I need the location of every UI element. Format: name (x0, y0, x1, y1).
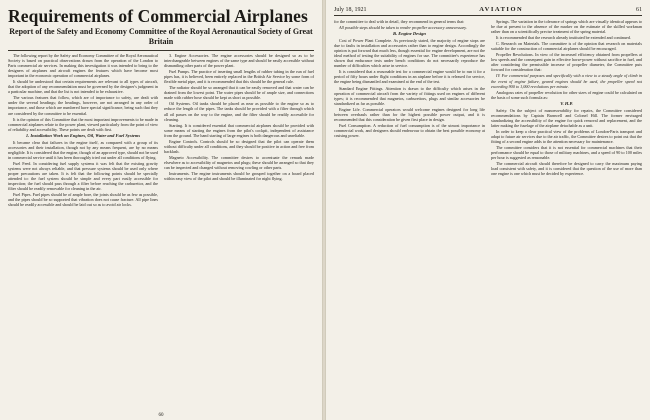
left-page (0, 0, 322, 420)
article-subtitle: Report of the Safety and Economy Committee of the Royal Aeronautical Society of Great Britain (9, 27, 313, 46)
right-column-1 (334, 19, 485, 177)
right-column-2 (491, 19, 642, 177)
page-number: 61 (636, 7, 642, 13)
paragraph: Engine Life. Commercial operators would welcome engines designed for long life between overhauls rather than for the highest possible power output, and it is recommended that this consideration be given first place in design. (334, 106, 485, 122)
magazine-name: AVIATION (479, 6, 524, 13)
paragraph: Fuel Feed. In considering fuel supply systems it was felt that the existing gravity systems were not always reliable, and that pressure systems should be used only where proper precautions are taken. It is felt that the following points should be specially attended to: the fuel system should be simple and every part easily accessible for inspection; the fuel should pass through a filter before reaching the carburettor, and the filter should be readily removable for cleaning in the air. (8, 160, 158, 192)
paragraph: All possible steps should be taken to render propeller accessory unnecessary. (339, 25, 467, 31)
paragraph: The following report by the Safety and Economy Committee of the Royal Aeronautical Society is based on practical observations drawn from the operation of the London to Paris commercial air services. In making this investigation it was intended to bring to the designers of airplanes and aircraft engines the features which have become most important in the economic operation of commercial airplanes. (8, 53, 158, 79)
paragraph: The committee considers that it is not essential for commercial machines that their performance should be equal to those of military machines, and a speed of 90 to 100 miles per hour is suggested as reasonable. (491, 145, 642, 161)
paragraph: for the committee to deal with in detail, they recommend in general terms that: (334, 19, 465, 24)
paragraph: Engine Controls. Controls should be so designed that the pilot can operate them without difficulty under all conditions, and they should be positive in action and free from backlash. (164, 138, 314, 154)
issue-date: July 18, 1921 (334, 7, 367, 13)
paragraph: Fuel Pipes. Fuel pipes should be of ample bore, the joints should be as few as possible, and the pipes should be so supported that vibration does not cause fracture. All pipe lines should be readily accessible and should be laid out so as to avoid air locks. (8, 192, 158, 208)
left-column-1 (8, 53, 158, 208)
running-head (334, 6, 642, 16)
paragraph: Standard Engine Fittings. Attention is drawn to the difficulty which arises in the operation of commercial aircraft from the variety of fittings used on engines of different types; it is recommended that magnetos, carburettors, plugs and similar accessories be standardized as far as possible. (334, 85, 485, 106)
paragraph: It is the opinion of this Committee that the most important improvements to be made in commercial airplanes relate to the power plant, viewed particularly from the point of view of reliability and accessibility. These points are dealt with first. (8, 116, 158, 132)
paragraph: 3. Engine Accessories. The engine accessories should be designed so as to be interchangeable between engines of the same type and should be easily accessible without dismantling other parts of the power plant. (164, 53, 314, 69)
paragraph: It should be understood that certain requirements are relevant to all types of aircraft, that the adoption of any recommendation must be governed by the designer's judgment in a particular machine, and that the list is not intended to be exhaustive. (8, 79, 158, 95)
left-columns (8, 53, 314, 208)
paragraph: Starting. It is considered essential that commercial airplanes should be provided with some means of starting the engines from the pilot's cockpit, independent of assistance from the ground. The hand starting of large engines is both dangerous and unreliable. (164, 122, 314, 138)
paragraph: Safety. On the subject of manoeuvrability for repairs, the Committee considered recommendations by Captain Barnwell and Colonel Hill. The former envisaged standardizing the accessibility of the engine for quick removal and replacement, and the latter making the fuselage of the airplane detachable as a unit. (491, 107, 642, 128)
paragraph: Instruments. The engine instruments should be grouped together on a board placed within easy view of the pilot and should be illuminated for night flying. (164, 171, 314, 182)
left-column-2 (164, 53, 314, 208)
paragraph: C. Research on Materials. The committee is of the opinion that research on materials suitable for the construction of commercial airplanes should be encouraged. (491, 41, 642, 52)
section-heading: B. Engine Design (393, 31, 426, 37)
paragraph: It is considered that a reasonable test for a commercial engine would be to run it for a period of fifty hours under flight conditions in an airplane before it is released for service, the engine being dismantled and examined at the end of the test. (334, 69, 485, 85)
paragraph: It became clear that failures in the engine itself, as compared with a group of its accessories and their installation, though not by any means frequent, are by no means negligible. It is considered that the engine, though of an approved type, should not be used in commercial service until it has been thoroughly tried out under all conditions of flying. (8, 139, 158, 160)
paragraph: In order to keep a clear practical view of the problems of London-Paris transport and adapt to future air services due to the air traffic, the Committee desires to point out that the fitting of a second engine adds to the attention necessary for maintenance. (491, 128, 642, 144)
paragraph: It is recommended that the research already instituted be extended and continued. (496, 35, 631, 41)
paragraph: The radiator should be so arranged that it can be easily removed and that water can be drained from the lowest point. The water pipes should be of ample size, and connections made with rubber hose should be kept as short as possible. (164, 85, 314, 101)
paragraph: The commercial aircraft should therefore be designed to carry the maximum paying load consistent with safety, and it is considered that the question of the use of more than one engine is one which must be decided by experience. (491, 161, 642, 177)
right-columns (334, 19, 642, 177)
paragraph: Cost of Power Plant Complete. As previously stated, the majority of engine stops are due to faults in installation and accessories rather than to engine design. Accordingly the opinion is put forward that much less, though essential for engine development, are not the ideal method of testing the suitability of engines for use. The committee's experience has shown that endurance tests under bench conditions do not necessarily reproduce the number of difficulties which arise in service. (334, 38, 485, 69)
article-title: Requirements of Commercial Airplanes (8, 6, 308, 26)
paragraph: Analogous rates of propeller revolution for other sizes of engine could be calculated on the basis of some such formula as: (491, 89, 642, 100)
right-page (326, 0, 650, 420)
paragraph: Oil Systems. Oil tanks should be placed as near as possible to the engine so as to reduce the length of the pipes. The tanks should be provided with a filter through which all oil passes on the way to the engine, and the filter should be readily accessible for cleaning. (164, 101, 314, 122)
title-rule (8, 50, 314, 51)
paragraph: Fuel Pumps. The practice of inserting small lengths of rubber tubing in the run of fuel pipes has, it is believed, been entirely replaced in the British Air Service by some form of flexible metal pipe, and it is recommended that this should be the general rule. (164, 69, 314, 85)
paragraph: IV. For commercial purposes and specifically with a view to a steady angle of climb in the event of engine failure, geared engines should be used, the propeller speed not exceeding 900 to 1,000 revolutions per minute. (491, 73, 642, 89)
paragraph: Propeller Revolutions. In view of the increased efficiency obtained from propellers at low speeds and the consequent gain in effective horse-power without sacrifice in fuel, and after considering the permissible increase of propeller diameter, the Committee puts forward for consideration that: (491, 52, 642, 73)
paragraph: Springs. The variation in the tolerance of springs which are visually identical appears to be due at present to the absence of the marker on the estimate of the skilled workman rather than on a scientifically precise treatment of the spring material. (491, 19, 642, 35)
paragraph: Fuel Consumption. A reduction of fuel consumption is of the utmost importance in commercial work, and designers should endeavour to obtain the best possible economy at cruising power. (334, 122, 485, 138)
page-number: 60 (158, 413, 164, 418)
paragraph: Magneto Accessibility. The committee desires to accentuate the remark made elsewhere as to accessibility of magnetos and plugs; these should be arranged so that they can be inspected and changed without removing cowling or other parts. (164, 154, 314, 170)
paragraph: The various features that follow, which are of importance to safety, are dealt with under the several headings; the headings, however, are not arranged in any order of importance, and those which are numbered have special significance, being such that they are considered by the committee to be essential. (8, 95, 158, 116)
section-heading: 1. Installation Work on Engines, Oil, Water and Fuel Systems (25, 132, 141, 138)
formula: V. H.P. (560, 100, 573, 106)
